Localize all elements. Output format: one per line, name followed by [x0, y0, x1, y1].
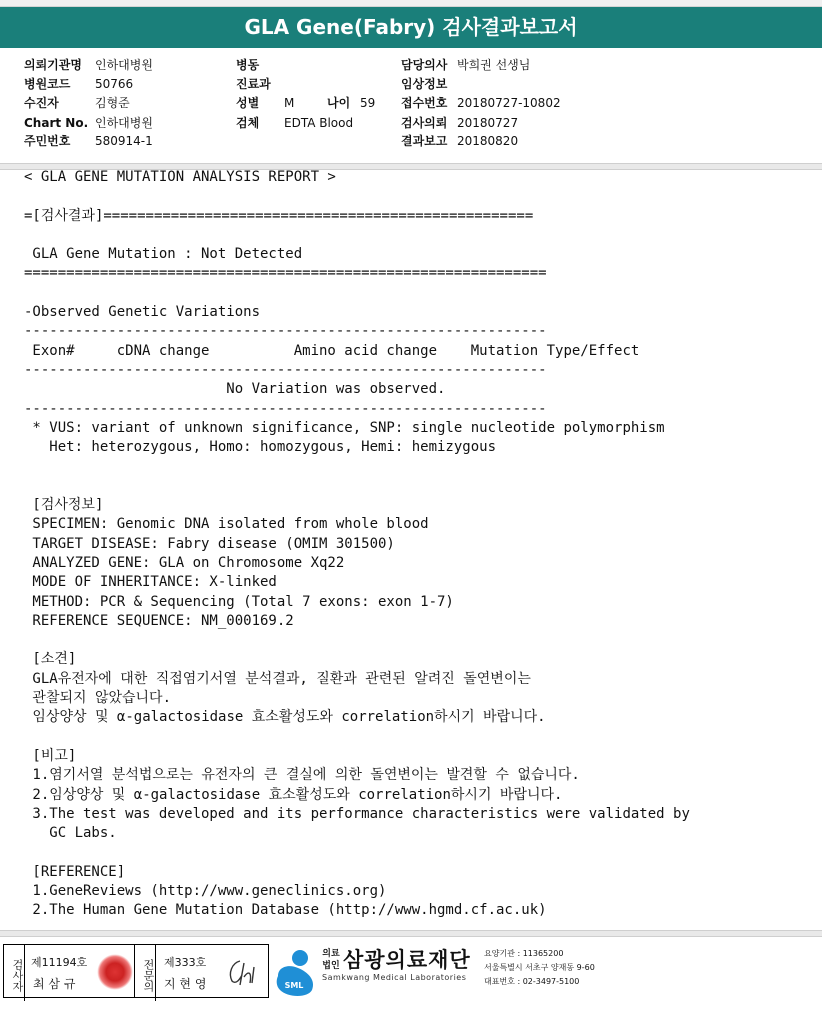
sml-logo-icon [272, 946, 320, 998]
org-name: 삼광의료재단 [343, 948, 471, 972]
col3-label: 검사의뢰 [401, 116, 448, 130]
col1-value: 580914-1 [95, 134, 153, 148]
report-line: MODE OF INHERITANCE: X-linked [24, 574, 277, 591]
signer1-license: 제11194호 [31, 956, 88, 969]
signature-icon [226, 957, 262, 987]
col3-value: 20180727 [457, 116, 519, 130]
col3-row [401, 94, 561, 112]
report-line [24, 284, 814, 303]
report-line [24, 477, 814, 496]
org-english: Samkwang Medical Laboratories [322, 973, 467, 982]
col1-row [24, 56, 153, 74]
report-line: GC Labs. [24, 825, 117, 842]
report-line: ANALYZED GENE: GLA on Chromosome Xq22 [24, 554, 345, 571]
org-type: 의료법인 [322, 949, 340, 971]
patient-header [0, 48, 822, 162]
col1-value: 인하대병원 [95, 116, 153, 130]
report-line: 관찰되지 않았습니다. [24, 690, 172, 707]
report-line: SPECIMEN: Genomic DNA isolated from whole blood [24, 516, 429, 533]
report-line: [비고] [24, 747, 77, 764]
report-line: Exon# cDNA change Amino acid change Mutation Type/Effect [24, 342, 640, 359]
report-line: -Observed Genetic Variations [24, 304, 261, 321]
age-label: 나이 [327, 96, 351, 110]
signer2-license: 제333호 [164, 956, 207, 969]
footer-separator [0, 930, 822, 937]
report-line: 2.The Human Gene Mutation Database (http://www.hgmd.cf.ac.uk) [24, 902, 547, 919]
report-line: 3.The test was developed and its performance characteristics were validated by [24, 805, 690, 822]
col2-label: 성별 [236, 96, 260, 110]
report-line [24, 226, 814, 245]
report-line [24, 728, 814, 747]
signer1-role: 검사자 [4, 945, 25, 1001]
col2-row [236, 94, 294, 112]
col1-label: 주민번호 [24, 134, 71, 148]
col1-row [24, 114, 153, 132]
col1-value: 김형준 [95, 96, 130, 110]
report-body [24, 168, 814, 921]
col3-row [401, 56, 530, 74]
signer2-role: 전문의 [135, 945, 156, 1001]
col1-label: Chart No. [24, 116, 89, 130]
col1-value: 인하대병원 [95, 58, 153, 72]
col2-value: EDTA Blood [284, 116, 354, 130]
info-address: 서울특별시 서초구 양재동 9-60 [484, 963, 595, 972]
report-line: [REFERENCE] [24, 863, 126, 880]
report-line: METHOD: PCR & Sequencing (Total 7 exons: exon 1-7) [24, 593, 454, 610]
col1-label: 병원코드 [24, 77, 71, 91]
col1-label: 수진자 [24, 96, 59, 110]
seal-stamp-icon [97, 954, 133, 990]
report-line: GLA Gene Mutation : Not Detected [24, 246, 303, 263]
report-line: < GLA GENE MUTATION ANALYSIS REPORT > [24, 169, 336, 185]
top-edge [0, 0, 822, 7]
col3-row [401, 75, 457, 93]
signer1-cell [25, 945, 135, 997]
col2-row [236, 114, 353, 132]
col3-value: 박희권 선생님 [457, 58, 531, 72]
col3-value: 20180727-10802 [457, 96, 561, 110]
col1-row [24, 132, 153, 150]
logo-abbr: SML [284, 981, 304, 990]
col1-row [24, 75, 133, 93]
report-line: 1.염기서열 분석법으로는 유전자의 큰 결실에 의한 돌연변이는 발견할 수 없습니다. [24, 767, 580, 784]
signature-box [3, 944, 269, 998]
col3-label: 담당의사 [401, 58, 448, 72]
report-line [24, 631, 814, 650]
report-line: ============================================================== [24, 265, 547, 282]
col2-label: 병동 [236, 58, 260, 72]
col2-value: M [284, 96, 295, 110]
col3-value: 20180820 [457, 134, 519, 148]
col3-label: 결과보고 [401, 134, 448, 148]
report-line: 1.GeneReviews (http://www.geneclinics.org) [24, 882, 387, 899]
report-line [24, 843, 814, 862]
report-line: * VUS: variant of unknown significance, SNP: single nucleotide polymorphism [24, 419, 665, 436]
report-line: =[검사결과]=================================================== [24, 207, 534, 224]
col3-row [401, 132, 518, 150]
col3-label: 임상정보 [401, 77, 448, 91]
col2-label: 진료과 [236, 77, 271, 91]
col2-row [236, 56, 284, 74]
signer2-name: 지 현 영 [164, 977, 207, 991]
col3-row [401, 114, 518, 132]
col1-value: 50766 [95, 77, 134, 91]
col3-label: 접수번호 [401, 96, 448, 110]
info-code: 요양기관 : 11365200 [484, 949, 564, 958]
report-line: -------------------------------------------------------------- [24, 361, 547, 378]
report-line: Het: heterozygous, Homo: homozygous, Hemi: hemizygous [24, 439, 497, 456]
col2-label: 검체 [236, 116, 260, 130]
footer [0, 940, 822, 1009]
report-line: TARGET DISEASE: Fabry disease (OMIM 301500) [24, 535, 395, 552]
signer1-name: 최 삼 규 [33, 977, 76, 991]
col1-row [24, 94, 130, 112]
report-line: [검사정보] [24, 497, 104, 514]
report-line: 임상양상 및 α-galactosidase 효소활성도와 correlation하시기 바랍니다. [24, 709, 546, 726]
report-line: [소견] [24, 651, 77, 668]
report-line: 2.임상양상 및 α-galactosidase 효소활성도와 correlation하시기 바랍니다. [24, 786, 563, 803]
report-line [24, 187, 814, 206]
col2-row [236, 75, 284, 93]
report-line: GLA유전자에 대한 직접염기서열 분석결과, 질환과 관련된 알려진 돌연변이는 [24, 670, 531, 687]
report-line: -------------------------------------------------------------- [24, 400, 547, 417]
report-line: REFERENCE SEQUENCE: NM_000169.2 [24, 612, 294, 629]
report-line [24, 457, 814, 476]
signer2-cell [156, 945, 268, 997]
info-phone: 대표번호 : 02-3497-5100 [484, 977, 580, 986]
col1-label: 의뢰기관명 [24, 58, 82, 72]
report-title: GLA Gene(Fabry) 검사결과보고서 [0, 7, 822, 48]
report-line: -------------------------------------------------------------- [24, 323, 547, 340]
age-row [327, 94, 375, 112]
age-value: 59 [360, 96, 376, 110]
report-line: No Variation was observed. [24, 381, 446, 398]
